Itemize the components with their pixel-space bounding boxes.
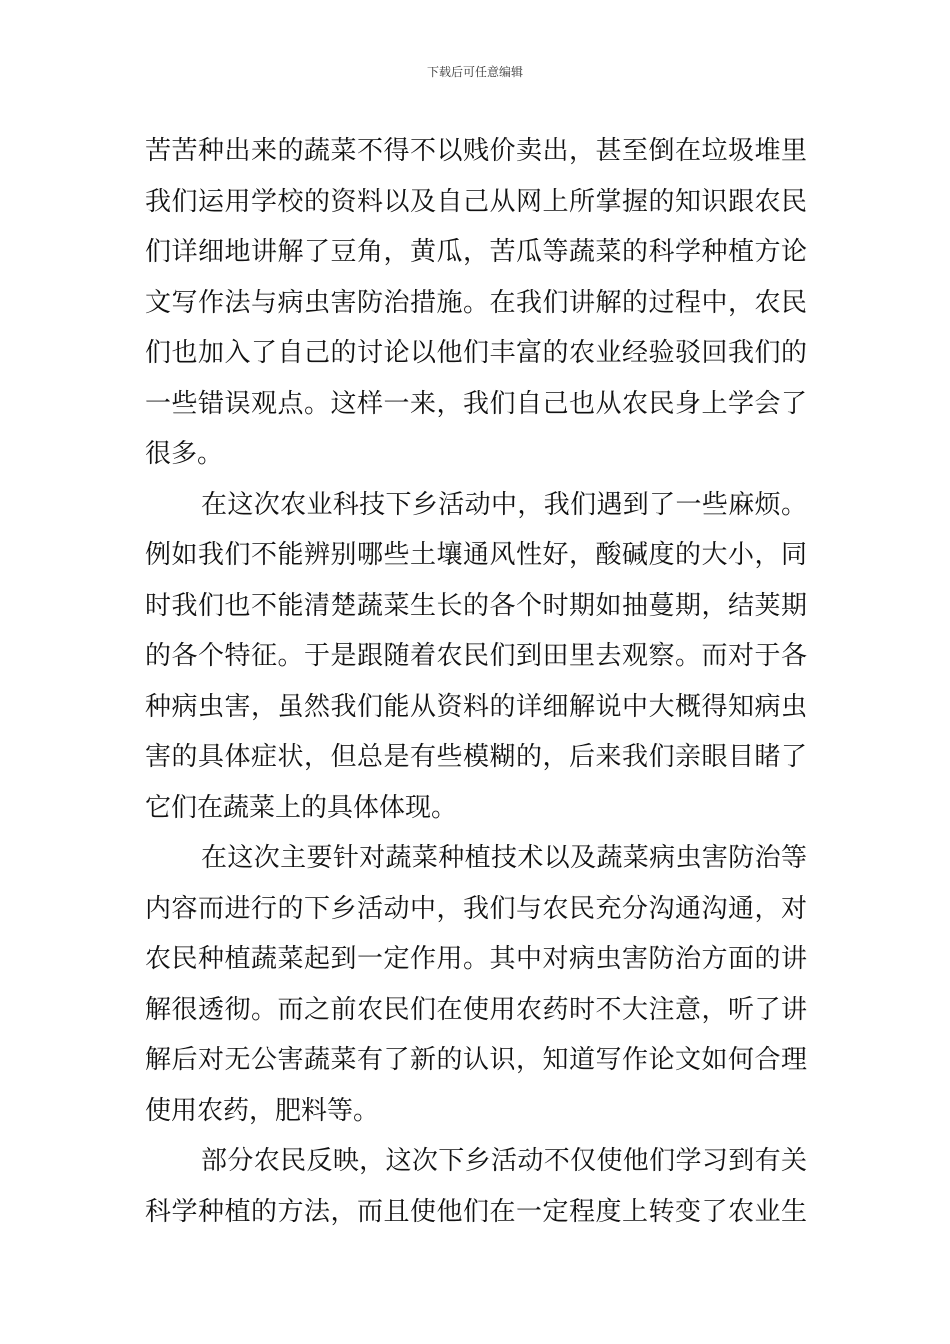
- text-line: 例如我们不能辨别哪些土壤通风性好，酸碱度的大小，同: [145, 540, 807, 570]
- text-line: 种病虫害，虽然我们能从资料的详细解说中大概得知病虫: [145, 691, 807, 722]
- text-line: 很多。: [145, 439, 224, 469]
- text-line: 一些错误观点。这样一来，我们自己也从农民身上学会了: [145, 388, 807, 419]
- text-line: 解后对无公害蔬菜有了新的认识，知道写作论文如何合理: [145, 1045, 807, 1075]
- text-line: 使用农药，肥料等。: [145, 1095, 380, 1126]
- document-body: [145, 126, 807, 1237]
- text-line: 们也加入了自己的讨论以他们丰富的农业经验驳回我们的: [145, 338, 807, 368]
- text-line: 它们在蔬菜上的具体体现。: [145, 792, 458, 823]
- text-line: 文写作法与病虫害防治措施。在我们讲解的过程中，农民: [145, 287, 807, 318]
- text-line: 们详细地讲解了豆角，黄瓜，苦瓜等蔬菜的科学种植方论: [145, 237, 807, 267]
- text-line: 在这次主要针对蔬菜种植技术以及蔬菜病虫害防治等: [201, 843, 807, 873]
- text-line: 的各个特征。于是跟随着农民们到田里去观察。而对于各: [145, 641, 807, 671]
- text-line: 解很透彻。而之前农民们在使用农药时不大注意，听了讲: [145, 994, 807, 1025]
- text-line: 科学种植的方法，而且使他们在一定程度上转变了农业生: [145, 1196, 807, 1227]
- page-header: 下载后可任意编辑: [426, 65, 523, 79]
- text-line: 农民种植蔬菜起到一定作用。其中对病虫害防治方面的讲: [145, 944, 807, 974]
- text-line: 苦苦种出来的蔬菜不得不以贱价卖出，甚至倒在垃圾堆里: [145, 136, 807, 166]
- text-line: 我们运用学校的资料以及自己从网上所掌握的知识跟农民: [145, 186, 807, 217]
- text-line: 在这次农业科技下乡活动中，我们遇到了一些麻烦。: [201, 489, 807, 520]
- text-line: 部分农民反映，这次下乡活动不仅使他们学习到有关: [201, 1146, 807, 1176]
- text-line: 时我们也不能清楚蔬菜生长的各个时期如抽蔓期，结荚期: [145, 590, 807, 621]
- text-line: 害的具体症状，但总是有些模糊的，后来我们亲眼目睹了: [145, 742, 807, 772]
- text-line: 内容而进行的下乡活动中，我们与农民充分沟通沟通，对: [145, 893, 807, 924]
